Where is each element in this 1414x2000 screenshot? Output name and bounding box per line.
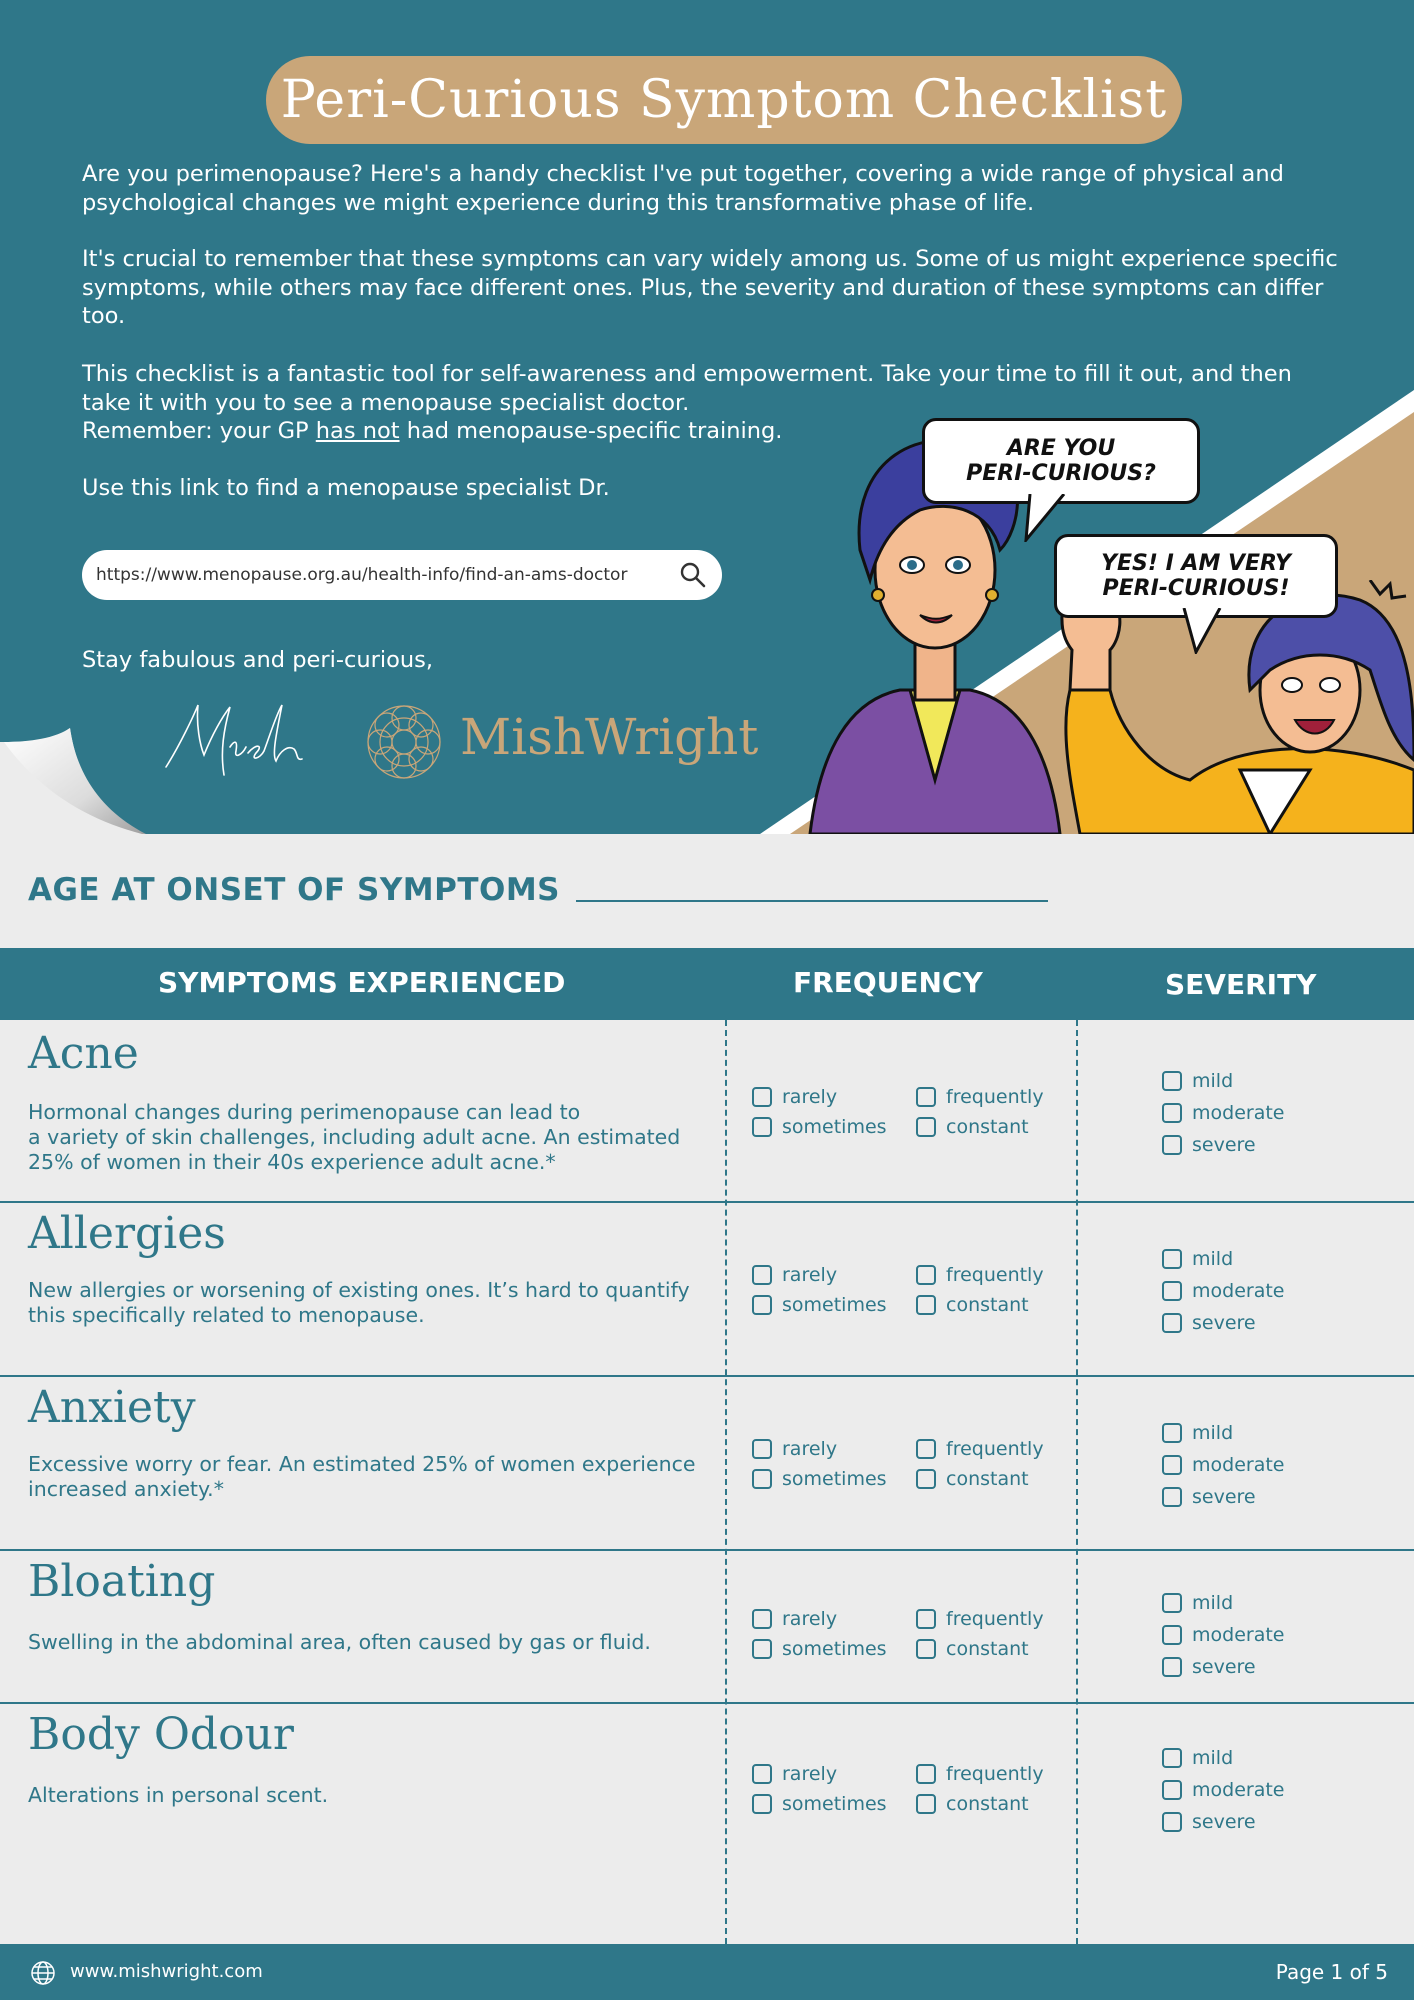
page-title: Peri-Curious Symptom Checklist bbox=[266, 56, 1182, 144]
checkbox-label: frequently bbox=[946, 1763, 1044, 1785]
frequency-option-sometimes-allergies[interactable] bbox=[752, 1294, 887, 1316]
brand-logo-text: MishWright bbox=[460, 708, 759, 766]
specialist-url-bar[interactable] bbox=[82, 550, 722, 600]
symptom-title-body-odour: Body Odour bbox=[28, 1709, 294, 1760]
checkbox[interactable] bbox=[1162, 1103, 1182, 1123]
checkbox-label: mild bbox=[1192, 1592, 1234, 1614]
severity-option-mild-allergies[interactable] bbox=[1162, 1248, 1233, 1270]
gp-reminder-underline: has not bbox=[315, 418, 400, 444]
frequency-option-frequently-anxiety[interactable] bbox=[916, 1438, 1044, 1460]
checkbox-label: constant bbox=[946, 1294, 1029, 1316]
symptom-title-acne: Acne bbox=[28, 1028, 139, 1079]
severity-option-moderate-body-odour[interactable] bbox=[1162, 1779, 1284, 1801]
checkbox[interactable] bbox=[916, 1794, 936, 1814]
frequency-option-rarely-allergies[interactable] bbox=[752, 1264, 837, 1286]
checkbox-label: rarely bbox=[782, 1086, 838, 1108]
speech-bubble-2-line-2: PERI-CURIOUS! bbox=[1102, 576, 1290, 601]
severity-option-severe-body-odour[interactable] bbox=[1162, 1811, 1256, 1833]
frequency-option-rarely-acne[interactable] bbox=[752, 1086, 837, 1108]
frequency-option-sometimes-body-odour[interactable] bbox=[752, 1793, 887, 1815]
checkbox[interactable] bbox=[1162, 1593, 1182, 1613]
severity-option-severe-bloating[interactable] bbox=[1162, 1656, 1256, 1678]
speech-bubble-2-tail bbox=[1180, 608, 1230, 654]
frequency-option-constant-allergies[interactable] bbox=[916, 1294, 1029, 1316]
footer bbox=[0, 1944, 1414, 2000]
checkbox[interactable] bbox=[916, 1639, 936, 1659]
checkbox-label: sometimes bbox=[782, 1793, 887, 1815]
checkbox[interactable] bbox=[1162, 1281, 1182, 1301]
checkbox-label: severe bbox=[1192, 1656, 1256, 1678]
checkbox-label: sometimes bbox=[782, 1468, 887, 1490]
checkbox[interactable] bbox=[752, 1439, 772, 1459]
frequency-option-constant-acne[interactable] bbox=[916, 1116, 1029, 1138]
severity-option-mild-body-odour[interactable] bbox=[1162, 1747, 1233, 1769]
intro-text-2: It's crucial to remember that these symptoms can vary widely among us. Some of us might experience specific symptoms, while others may face different ones. Plus, the severity and duration of these symptoms can differ too. bbox=[82, 246, 1338, 329]
gp-reminder-pre: Remember: your GP bbox=[82, 418, 316, 444]
row-divider bbox=[0, 1549, 1414, 1551]
checkbox[interactable] bbox=[752, 1609, 772, 1629]
checkbox-label: mild bbox=[1192, 1248, 1234, 1270]
speech-bubble-1-line-1: ARE YOU bbox=[1006, 436, 1116, 461]
checkbox-label: frequently bbox=[946, 1438, 1044, 1460]
checkbox-label: frequently bbox=[946, 1608, 1044, 1630]
page-number: Page 1 of 5 bbox=[1275, 1960, 1388, 1984]
intro-paragraph-1 bbox=[82, 160, 1352, 217]
checkbox-label: rarely bbox=[782, 1438, 838, 1460]
checkbox[interactable] bbox=[916, 1265, 936, 1285]
checkbox-label: sometimes bbox=[782, 1294, 887, 1316]
checkbox[interactable] bbox=[752, 1117, 772, 1137]
checkbox-label: rarely bbox=[782, 1763, 838, 1785]
search-icon[interactable] bbox=[678, 560, 708, 590]
frequency-option-frequently-bloating[interactable] bbox=[916, 1608, 1044, 1630]
speech-bubble-1-line-2: PERI-CURIOUS? bbox=[966, 461, 1156, 486]
gp-reminder-post: had menopause-specific training. bbox=[399, 418, 783, 444]
frequency-option-frequently-body-odour[interactable] bbox=[916, 1763, 1044, 1785]
signoff-text: Stay fabulous and peri-curious, bbox=[82, 647, 434, 673]
checkbox[interactable] bbox=[1162, 1455, 1182, 1475]
checkbox[interactable] bbox=[916, 1609, 936, 1629]
speech-bubble-2-line-1: YES! I AM VERY bbox=[1101, 551, 1291, 576]
symptom-description-body-odour: Alterations in personal scent. bbox=[28, 1783, 329, 1807]
checkbox-label: frequently bbox=[946, 1086, 1044, 1108]
checkbox-label: mild bbox=[1192, 1070, 1234, 1092]
intro-text-1: Are you perimenopause? Here's a handy checklist I've put together, covering a wide range of physical and psychological changes we might experience during this transformative phase of life. bbox=[82, 161, 1284, 216]
symptom-description-acne: Hormonal changes during perimenopause can lead to a variety of skin challenges, including adult acne. An estimated 25% of women in their 40s experience adult acne.* bbox=[28, 1100, 681, 1174]
checkbox-label: rarely bbox=[782, 1264, 838, 1286]
severity-option-severe-anxiety[interactable] bbox=[1162, 1486, 1256, 1508]
checkbox[interactable] bbox=[1162, 1625, 1182, 1645]
severity-option-moderate-acne[interactable] bbox=[1162, 1102, 1284, 1124]
checkbox-label: sometimes bbox=[782, 1116, 887, 1138]
intro-paragraph-4 bbox=[82, 474, 782, 503]
footer-website-link[interactable]: www.mishwright.com bbox=[70, 1961, 263, 1982]
symptom-title-anxiety: Anxiety bbox=[28, 1382, 196, 1433]
row-divider bbox=[0, 1201, 1414, 1203]
age-onset-row bbox=[28, 872, 1048, 908]
checkbox[interactable] bbox=[1162, 1423, 1182, 1443]
checkbox[interactable] bbox=[752, 1469, 772, 1489]
header-banner bbox=[0, 0, 1414, 834]
globe-icon bbox=[30, 1960, 56, 1986]
intro-text-3: This checklist is a fantastic tool for self-awareness and empowerment. Take your time to fill it out, and then take it with you to see a menopause specialist doctor. bbox=[82, 361, 1292, 416]
row-divider bbox=[0, 1375, 1414, 1377]
age-onset-input-line[interactable] bbox=[576, 900, 1048, 902]
checkbox[interactable] bbox=[752, 1794, 772, 1814]
checkbox-label: rarely bbox=[782, 1608, 838, 1630]
speech-bubble-1 bbox=[922, 418, 1200, 504]
checkbox-label: frequently bbox=[946, 1264, 1044, 1286]
severity-option-mild-acne[interactable] bbox=[1162, 1070, 1233, 1092]
column-header-frequency: FREQUENCY bbox=[793, 966, 983, 999]
checkbox-label: mild bbox=[1192, 1747, 1234, 1769]
frequency-option-rarely-bloating[interactable] bbox=[752, 1608, 837, 1630]
severity-option-moderate-bloating[interactable] bbox=[1162, 1624, 1284, 1646]
frequency-option-frequently-acne[interactable] bbox=[916, 1086, 1044, 1108]
checkbox-label: moderate bbox=[1192, 1779, 1285, 1801]
checkbox[interactable] bbox=[1162, 1780, 1182, 1800]
checkbox[interactable] bbox=[752, 1265, 772, 1285]
checkbox-label: moderate bbox=[1192, 1102, 1285, 1124]
checkbox-label: moderate bbox=[1192, 1454, 1285, 1476]
frequency-option-sometimes-acne[interactable] bbox=[752, 1116, 887, 1138]
checkbox[interactable] bbox=[1162, 1313, 1182, 1333]
frequency-option-sometimes-bloating[interactable] bbox=[752, 1638, 887, 1660]
checkbox-label: mild bbox=[1192, 1422, 1234, 1444]
table-header bbox=[0, 948, 1414, 1020]
column-divider-2 bbox=[1076, 1020, 1078, 1944]
checkbox[interactable] bbox=[1162, 1812, 1182, 1832]
checkbox-label: constant bbox=[946, 1638, 1029, 1660]
checkbox-label: severe bbox=[1192, 1486, 1256, 1508]
checkbox[interactable] bbox=[1162, 1249, 1182, 1269]
checkbox[interactable] bbox=[1162, 1135, 1182, 1155]
column-header-severity: SEVERITY bbox=[1165, 968, 1317, 1001]
symptom-title-bloating: Bloating bbox=[28, 1556, 216, 1607]
checkbox-label: severe bbox=[1192, 1134, 1256, 1156]
speech-bubble-2 bbox=[1054, 534, 1338, 618]
frequency-option-frequently-allergies[interactable] bbox=[916, 1264, 1044, 1286]
severity-option-moderate-allergies[interactable] bbox=[1162, 1280, 1284, 1302]
severity-option-mild-bloating[interactable] bbox=[1162, 1592, 1233, 1614]
checkbox-label: moderate bbox=[1192, 1280, 1285, 1302]
checkbox[interactable] bbox=[916, 1439, 936, 1459]
frequency-option-constant-body-odour[interactable] bbox=[916, 1793, 1029, 1815]
checkbox[interactable] bbox=[916, 1469, 936, 1489]
checkbox[interactable] bbox=[1162, 1487, 1182, 1507]
logo-mandala-icon bbox=[364, 702, 444, 782]
symptom-description-bloating: Swelling in the abdominal area, often caused by gas or fluid. bbox=[28, 1630, 651, 1654]
checkbox-label: moderate bbox=[1192, 1624, 1285, 1646]
column-header-symptoms: SYMPTOMS EXPERIENCED bbox=[158, 966, 566, 999]
checkbox[interactable] bbox=[752, 1764, 772, 1784]
checkbox-label: severe bbox=[1192, 1312, 1256, 1334]
checkbox[interactable] bbox=[1162, 1748, 1182, 1768]
age-onset-label: AGE AT ONSET OF SYMPTOMS bbox=[28, 872, 561, 908]
checkbox-label: sometimes bbox=[782, 1638, 887, 1660]
checkbox[interactable] bbox=[916, 1087, 936, 1107]
checkbox[interactable] bbox=[916, 1117, 936, 1137]
specialist-link-text: Use this link to find a menopause specialist Dr. bbox=[82, 475, 610, 501]
severity-option-mild-anxiety[interactable] bbox=[1162, 1422, 1233, 1444]
frequency-option-rarely-anxiety[interactable] bbox=[752, 1438, 837, 1460]
frequency-option-constant-bloating[interactable] bbox=[916, 1638, 1029, 1660]
symptom-description-anxiety: Excessive worry or fear. An estimated 25% of women experience increased anxiety.* bbox=[28, 1452, 696, 1501]
frequency-option-rarely-body-odour[interactable] bbox=[752, 1763, 837, 1785]
specialist-url[interactable]: https://www.menopause.org.au/health-info/find-an-ams-doctor bbox=[96, 565, 628, 585]
checkbox[interactable] bbox=[1162, 1657, 1182, 1677]
severity-option-moderate-anxiety[interactable] bbox=[1162, 1454, 1284, 1476]
page-curl-decoration bbox=[0, 712, 160, 834]
checkbox-label: constant bbox=[946, 1116, 1029, 1138]
frequency-option-constant-anxiety[interactable] bbox=[916, 1468, 1029, 1490]
symptom-description-allergies: New allergies or worsening of existing ones. It’s hard to quantify this specifically related to menopause. bbox=[28, 1278, 690, 1327]
checkbox[interactable] bbox=[1162, 1071, 1182, 1091]
row-divider bbox=[0, 1702, 1414, 1704]
severity-option-severe-acne[interactable] bbox=[1162, 1134, 1256, 1156]
symptom-title-allergies: Allergies bbox=[28, 1208, 226, 1259]
checkbox[interactable] bbox=[752, 1295, 772, 1315]
checkbox[interactable] bbox=[752, 1639, 772, 1659]
checkbox[interactable] bbox=[752, 1087, 772, 1107]
checkbox-label: severe bbox=[1192, 1811, 1256, 1833]
checkbox[interactable] bbox=[916, 1295, 936, 1315]
checkbox-label: constant bbox=[946, 1793, 1029, 1815]
frequency-option-sometimes-anxiety[interactable] bbox=[752, 1468, 887, 1490]
column-divider-1 bbox=[725, 1020, 727, 1944]
signoff bbox=[82, 646, 682, 675]
severity-option-severe-allergies[interactable] bbox=[1162, 1312, 1256, 1334]
checkbox-label: constant bbox=[946, 1468, 1029, 1490]
checkbox[interactable] bbox=[916, 1764, 936, 1784]
intro-paragraph-2 bbox=[82, 245, 1342, 331]
signature bbox=[160, 695, 320, 785]
